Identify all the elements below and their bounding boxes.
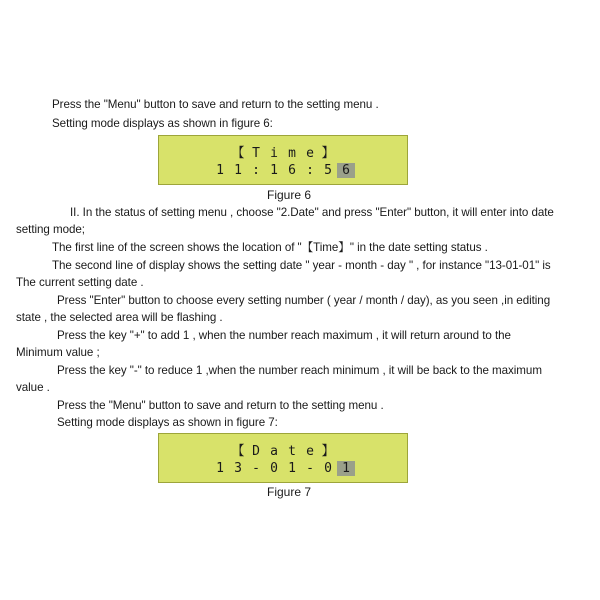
text-line: Press the "Menu" button to save and return to the setting menu . (57, 399, 384, 412)
lcd-cursor-char: 1 (337, 461, 355, 476)
lcd-line-value (159, 163, 407, 178)
text-line: II. In the status of setting menu , choose "2.Date" and press "Enter" button, it will enter into date (70, 206, 554, 219)
lcd-cursor-char: 6 (337, 163, 355, 178)
lcd-char: a (270, 444, 278, 459)
lcd-display-figure6 (158, 135, 408, 185)
lcd-char: 【 (231, 146, 245, 161)
lcd-char: 6 (288, 163, 296, 178)
lcd-char: i (270, 146, 278, 161)
text-line: Setting mode displays as shown in figure 7: (57, 416, 278, 429)
lcd-char: 0 (270, 461, 278, 476)
lcd-char: 3 (234, 461, 242, 476)
lcd-char: m (288, 146, 296, 161)
lcd-char: e (306, 146, 314, 161)
text-line: Setting mode displays as shown in figure 6: (52, 117, 273, 130)
text-line: The first line of the screen shows the location of "【Time】" in the date setting status . (52, 241, 488, 254)
lcd-char: - (306, 461, 314, 476)
text-line: Press "Enter" button to choose every setting number ( year / month / day), as you seen ,in editing (57, 294, 551, 307)
lcd-line-value (159, 461, 407, 476)
lcd-char: 】 (321, 444, 335, 459)
text-line: Press the key "-" to reduce 1 ,when the number reach minimum , it will be back to the maximum (57, 364, 542, 377)
figure-caption: Figure 7 (266, 485, 312, 499)
lcd-char: T (252, 146, 260, 161)
lcd-char: 1 (288, 461, 296, 476)
lcd-char: 】 (321, 146, 335, 161)
lcd-char: : (252, 163, 260, 178)
lcd-char: 0 (324, 461, 332, 476)
lcd-char: : (306, 163, 314, 178)
text-line: value . (16, 381, 50, 394)
text-line: state , the selected area will be flashing . (16, 311, 223, 324)
lcd-char: t (288, 444, 296, 459)
text-line: Press the key "+" to add 1 , when the number reach maximum , it will return around to the (57, 329, 511, 342)
lcd-line-title (159, 440, 407, 459)
lcd-char: 1 (216, 461, 224, 476)
lcd-char: D (252, 444, 260, 459)
lcd-line-title (159, 142, 407, 161)
lcd-char: e (306, 444, 314, 459)
text-line: Minimum value ; (16, 346, 100, 359)
lcd-char: 5 (324, 163, 332, 178)
text-line: The second line of display shows the setting date " year - month - day " , for instance "13-01-01" is (52, 259, 551, 272)
text-line: The current setting date . (16, 276, 144, 289)
figure-caption: Figure 6 (266, 188, 312, 202)
text-line: setting mode; (16, 223, 85, 236)
text-line: Press the "Menu" button to save and return to the setting menu . (52, 98, 379, 111)
lcd-char: - (252, 461, 260, 476)
lcd-char: 1 (216, 163, 224, 178)
lcd-char: 1 (270, 163, 278, 178)
lcd-char: 【 (231, 444, 245, 459)
lcd-display-figure7 (158, 433, 408, 483)
lcd-char: 1 (234, 163, 242, 178)
